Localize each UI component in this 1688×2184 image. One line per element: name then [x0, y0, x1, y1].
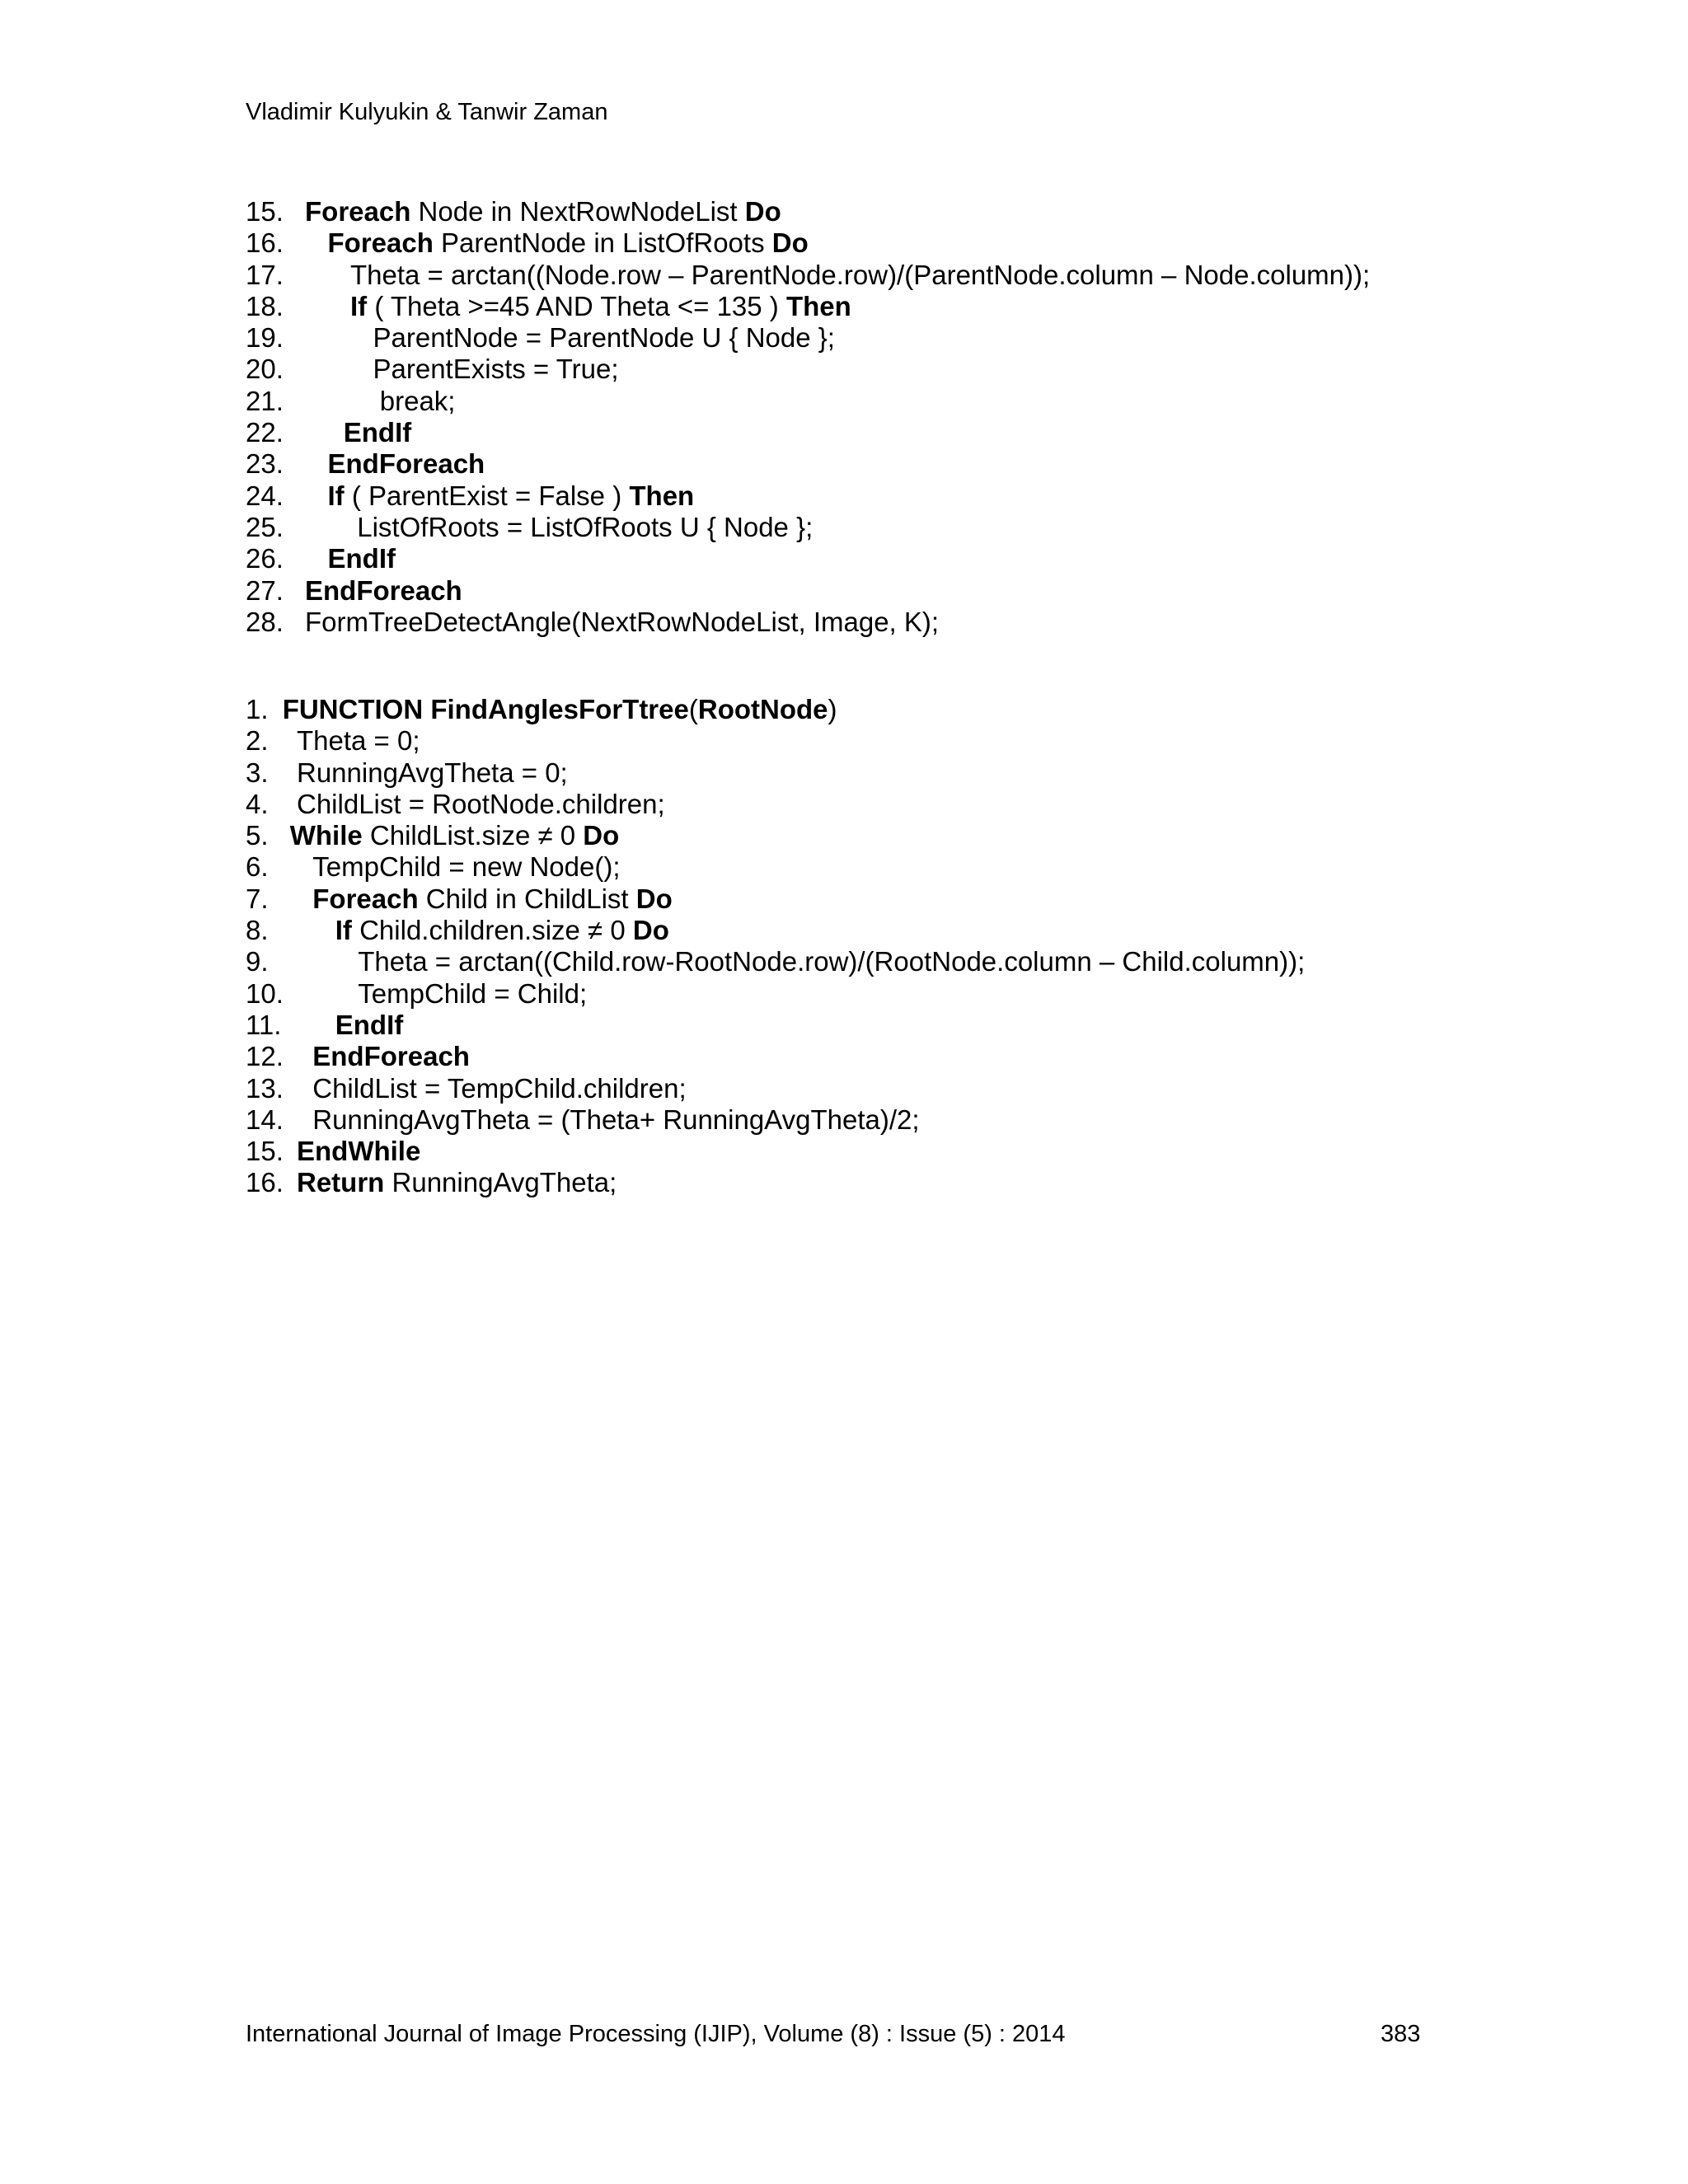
code-line: [246, 322, 1370, 354]
line-number: 21.: [246, 385, 284, 416]
code-statement: [305, 607, 939, 638]
code-line: [246, 575, 1370, 607]
code-token: (: [688, 694, 698, 724]
line-number: 15.: [246, 196, 284, 227]
code-statement: [312, 1041, 470, 1072]
code-token: ChildList.size ≠ 0: [362, 820, 584, 851]
code-line: [246, 480, 1370, 512]
code-line: [246, 1010, 1305, 1041]
code-line: [246, 851, 1305, 883]
code-token: Theta = arctan((Child.row-RootNode.row)/(RootNode.column – Child.column));: [358, 946, 1306, 977]
keyword: Return: [297, 1167, 385, 1198]
code-token: RunningAvgTheta;: [384, 1167, 617, 1198]
code-token: TempChild = new Node();: [312, 851, 621, 883]
code-token: RunningAvgTheta = (Theta+ RunningAvgTheta)/2;: [312, 1104, 920, 1135]
keyword: Do: [632, 915, 669, 946]
page-number: 383: [1381, 2021, 1421, 2047]
line-number: 11.: [246, 1009, 282, 1040]
code-token: Theta = 0;: [297, 725, 420, 757]
keyword: EndIf: [343, 417, 412, 448]
code-token: ChildList = TempChild.children;: [312, 1072, 687, 1104]
code-line: [246, 607, 1370, 638]
code-token: ParentNode in ListOfRoots: [433, 227, 772, 259]
code-statement: [312, 1073, 686, 1104]
keyword: RootNode: [697, 694, 828, 724]
code-line: [246, 915, 1305, 946]
code-statement: [312, 851, 620, 883]
code-line: [246, 291, 1370, 322]
code-statement: [344, 417, 411, 448]
keyword: Foreach: [312, 883, 419, 914]
keyword: Do: [744, 196, 781, 227]
keyword: Do: [635, 883, 673, 914]
line-number: 10.: [246, 977, 284, 1009]
code-statement: [297, 789, 665, 820]
line-number: 7.: [246, 883, 269, 914]
line-number: 19.: [246, 322, 284, 354]
code-line: [246, 1167, 1305, 1198]
line-number: 1.: [246, 694, 269, 724]
code-token: break;: [379, 385, 456, 416]
code-statement: [328, 543, 396, 574]
code-token: Child.children.size ≠ 0: [351, 915, 633, 946]
line-number: 24.: [246, 480, 284, 511]
keyword: EndForeach: [327, 448, 485, 480]
line-number: 13.: [246, 1072, 284, 1104]
code-token: Child in ChildList: [418, 883, 636, 914]
code-statement: [373, 354, 619, 385]
keyword: Then: [629, 480, 695, 511]
line-number: 27.: [246, 574, 284, 606]
line-number: 4.: [246, 788, 269, 819]
pseudocode-listing-find-angles: [246, 694, 1305, 1199]
line-number: 20.: [246, 354, 284, 385]
code-line: [246, 883, 1305, 915]
line-number: 5.: [246, 820, 269, 851]
keyword: EndWhile: [297, 1136, 421, 1167]
code-statement: [380, 386, 456, 417]
code-line: [246, 789, 1305, 820]
keyword: Foreach: [327, 227, 434, 259]
code-statement: [328, 480, 695, 512]
keyword: EndForeach: [312, 1041, 470, 1072]
code-token: RunningAvgTheta = 0;: [297, 757, 568, 788]
code-statement: [305, 575, 462, 607]
keyword: Then: [785, 290, 851, 321]
code-line: [246, 757, 1305, 789]
code-token: ): [828, 694, 837, 724]
code-line: [246, 196, 1370, 227]
code-line: [246, 1136, 1305, 1167]
line-number: 17.: [246, 259, 284, 290]
pseudocode-listing-form-tree: [246, 196, 1370, 638]
keyword: EndIf: [327, 543, 396, 574]
keyword: If: [327, 480, 345, 511]
code-line: [246, 512, 1370, 543]
code-token: ( ParentExist = False ): [344, 480, 630, 511]
code-statement: [328, 227, 809, 259]
code-token: FormTreeDetectAngle(NextRowNodeList, Image, K);: [305, 606, 940, 637]
code-statement: [297, 1136, 420, 1167]
code-statement: [335, 915, 669, 946]
line-number: 6.: [246, 851, 269, 883]
keyword: If: [335, 915, 352, 946]
code-line: [246, 694, 1305, 725]
code-line: [246, 354, 1370, 385]
code-line: [246, 227, 1370, 259]
code-line: [246, 417, 1370, 448]
code-token: ListOfRoots = ListOfRoots U { Node };: [357, 511, 814, 542]
code-line: [246, 386, 1370, 417]
code-line: [246, 725, 1305, 757]
code-token: Node in NextRowNodeList: [410, 196, 745, 227]
code-token: TempChild = Child;: [358, 977, 588, 1009]
code-statement: [335, 1010, 403, 1041]
line-number: 23.: [246, 448, 284, 480]
line-number: 22.: [246, 417, 284, 448]
code-line: [246, 543, 1370, 574]
code-statement: [312, 1104, 919, 1136]
code-statement: [373, 322, 835, 354]
code-line: [246, 1104, 1305, 1136]
keyword: Do: [771, 227, 809, 259]
journal-footer: International Journal of Image Processing (IJIP), Volume (8) : Issue (5) : 2014: [246, 2021, 1066, 2047]
keyword: If: [350, 290, 368, 321]
code-statement: [328, 448, 485, 480]
line-number: 16.: [246, 1167, 284, 1198]
line-number: 8.: [246, 915, 269, 946]
line-number: 26.: [246, 543, 284, 574]
code-statement: [305, 196, 781, 227]
running-header-authors: Vladimir Kulyukin & Tanwir Zaman: [246, 99, 608, 125]
line-number: 14.: [246, 1104, 284, 1135]
line-number: 16.: [246, 227, 284, 259]
code-statement: [297, 725, 420, 757]
code-line: [246, 978, 1305, 1010]
code-statement: [312, 883, 673, 915]
line-number: 28.: [246, 606, 284, 637]
code-statement: [358, 946, 1305, 977]
code-statement: [297, 1167, 617, 1198]
code-token: ( Theta >=45 AND Theta <= 135 ): [367, 290, 786, 321]
line-number: 12.: [246, 1041, 284, 1072]
code-statement: [290, 820, 620, 851]
line-number: 3.: [246, 757, 269, 788]
line-number: 18.: [246, 290, 284, 321]
code-statement: [283, 694, 837, 725]
code-statement: [357, 512, 813, 543]
keyword: EndForeach: [305, 574, 462, 606]
line-number: 2.: [246, 725, 269, 757]
code-token: ParentExists = True;: [373, 354, 619, 385]
keyword: While: [289, 820, 363, 851]
code-token: ChildList = RootNode.children;: [297, 788, 665, 819]
code-line: [246, 260, 1370, 291]
keyword: FUNCTION FindAnglesForTtree: [282, 694, 689, 724]
code-token: Theta = arctan((Node.row – ParentNode.row)/(ParentNode.column – Node.column));: [350, 259, 1371, 290]
code-statement: [350, 291, 851, 322]
keyword: Do: [583, 820, 620, 851]
keyword: Foreach: [305, 196, 411, 227]
code-line: [246, 1073, 1305, 1104]
code-line: [246, 946, 1305, 977]
code-line: [246, 820, 1305, 851]
keyword: EndIf: [335, 1009, 404, 1040]
code-line: [246, 1041, 1305, 1072]
line-number: 25.: [246, 511, 284, 542]
code-token: ParentNode = ParentNode U { Node };: [373, 322, 835, 354]
line-number: 9.: [246, 946, 269, 977]
code-statement: [297, 757, 568, 789]
line-number: 15.: [246, 1136, 284, 1167]
code-statement: [358, 978, 587, 1010]
code-line: [246, 448, 1370, 480]
code-statement: [350, 260, 1370, 291]
